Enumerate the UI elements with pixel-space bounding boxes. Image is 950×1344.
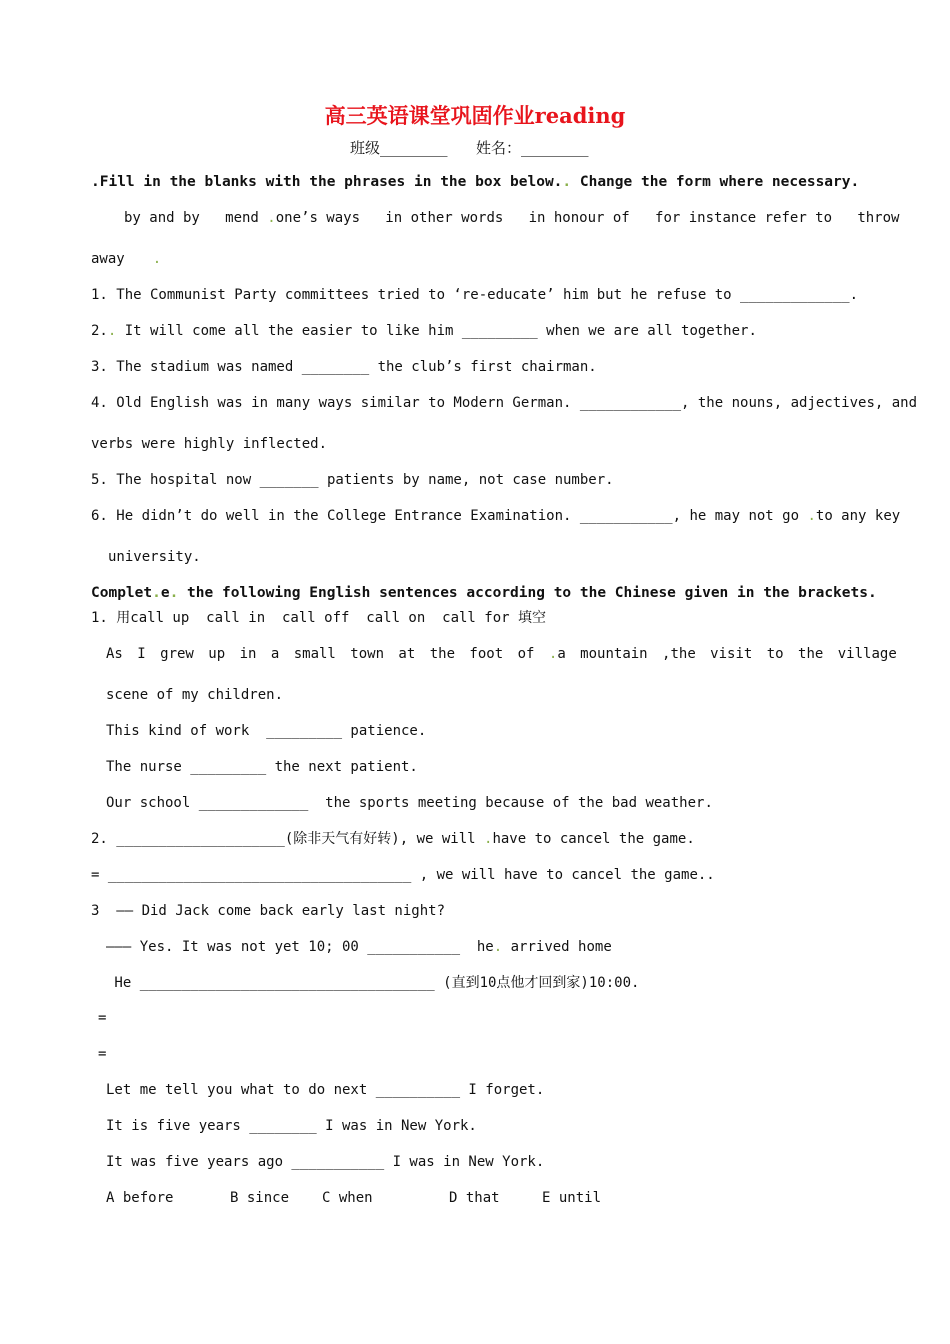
equals-line-2: = [98, 1046, 107, 1062]
question-6-cont: university. [108, 549, 201, 565]
section-2-sentence: 2. ____________________(除非天气有好转), we will .have to cancel the game. [91, 831, 695, 847]
marker-dot: . [484, 831, 493, 847]
section-1-sentence-c: The nurse _________ the next patient. [106, 759, 418, 775]
marker-dot: . [152, 251, 162, 267]
question-4: 4. Old English was in many ways similar to Modern German. ____________, the nouns, adjectives, and [91, 395, 918, 411]
section-3-answer: ——— Yes. It was not yet 10; 00 ___________ he. arrived home [106, 939, 612, 955]
question-5: 5. The hospital now _______ patients by name, not case number. [91, 472, 614, 488]
section-1-label: 1. 用call up call in call off call on call for 填空 [91, 610, 547, 626]
option-b: B since [230, 1190, 290, 1206]
marker-dot: . [267, 210, 276, 226]
sentence-five-years-ago: It was five years ago ___________ I was in New York. [106, 1154, 545, 1170]
section-1-sentence-b: This kind of work _________ patience. [106, 723, 427, 739]
option-d: D that [449, 1190, 500, 1206]
marker-dot: . [169, 585, 179, 601]
section-1-sentence-a-cont: scene of my children. [106, 687, 284, 703]
sentence-five-years: It is five years ________ I was in New York. [106, 1118, 477, 1134]
name-field: 姓名：_________ [476, 139, 589, 157]
section-3-rewrite: He ___________________________________ (直到10点他才回到家)10:00. [106, 975, 640, 991]
option-e: E until [542, 1190, 602, 1206]
part2-heading: Complet.e. the following English sentences according to the Chinese given in the brackets. [91, 585, 877, 601]
option-a: A before [106, 1190, 174, 1206]
section-1-sentence-a: As I grew up in a small town at the foot of .a mountain ,the visit to the village [106, 646, 897, 662]
phrase-box-line1: by and by mend .one’s ways in other words in honour of for instance refer to throw [124, 210, 900, 226]
option-c: C when [322, 1190, 373, 1206]
marker-dot: . [807, 508, 816, 524]
question-4-cont: verbs were highly inflected. [91, 436, 328, 452]
question-2: 2.. It will come all the easier to like him _________ when we are all together. [91, 323, 757, 339]
section-2-rewrite: = ____________________________________ , we will have to cancel the game.. [91, 867, 715, 883]
section-3-question: 3 —— Did Jack come back early last night? [91, 903, 446, 919]
marker-dot: . [548, 646, 558, 662]
marker-dot: . [562, 174, 572, 190]
phrase-box-line2: away . [91, 251, 162, 267]
marker-dot: . [152, 585, 161, 601]
question-3: 3. The stadium was named ________ the club’s first chairman. [91, 359, 597, 375]
question-1: 1. The Communist Party committees tried to ‘re-educate’ him but he refuse to _____________. [91, 287, 859, 303]
marker-dot: . [493, 939, 503, 955]
page-title: 高三英语课堂巩固作业reading [324, 103, 626, 128]
marker-dot: . [107, 323, 117, 339]
equals-line-1: = [98, 1010, 107, 1026]
section-1-sentence-d: Our school _____________ the sports meeting because of the bad weather. [106, 795, 713, 811]
sentence-forget: Let me tell you what to do next __________ I forget. [106, 1082, 545, 1098]
question-6: 6. He didn’t do well in the College Entrance Examination. ___________, he may not go .to any key [91, 508, 901, 524]
part1-heading: .Fill in the blanks with the phrases in the box below.. Change the form where necessary. [91, 174, 860, 190]
class-field: 班级_________ [350, 139, 448, 157]
